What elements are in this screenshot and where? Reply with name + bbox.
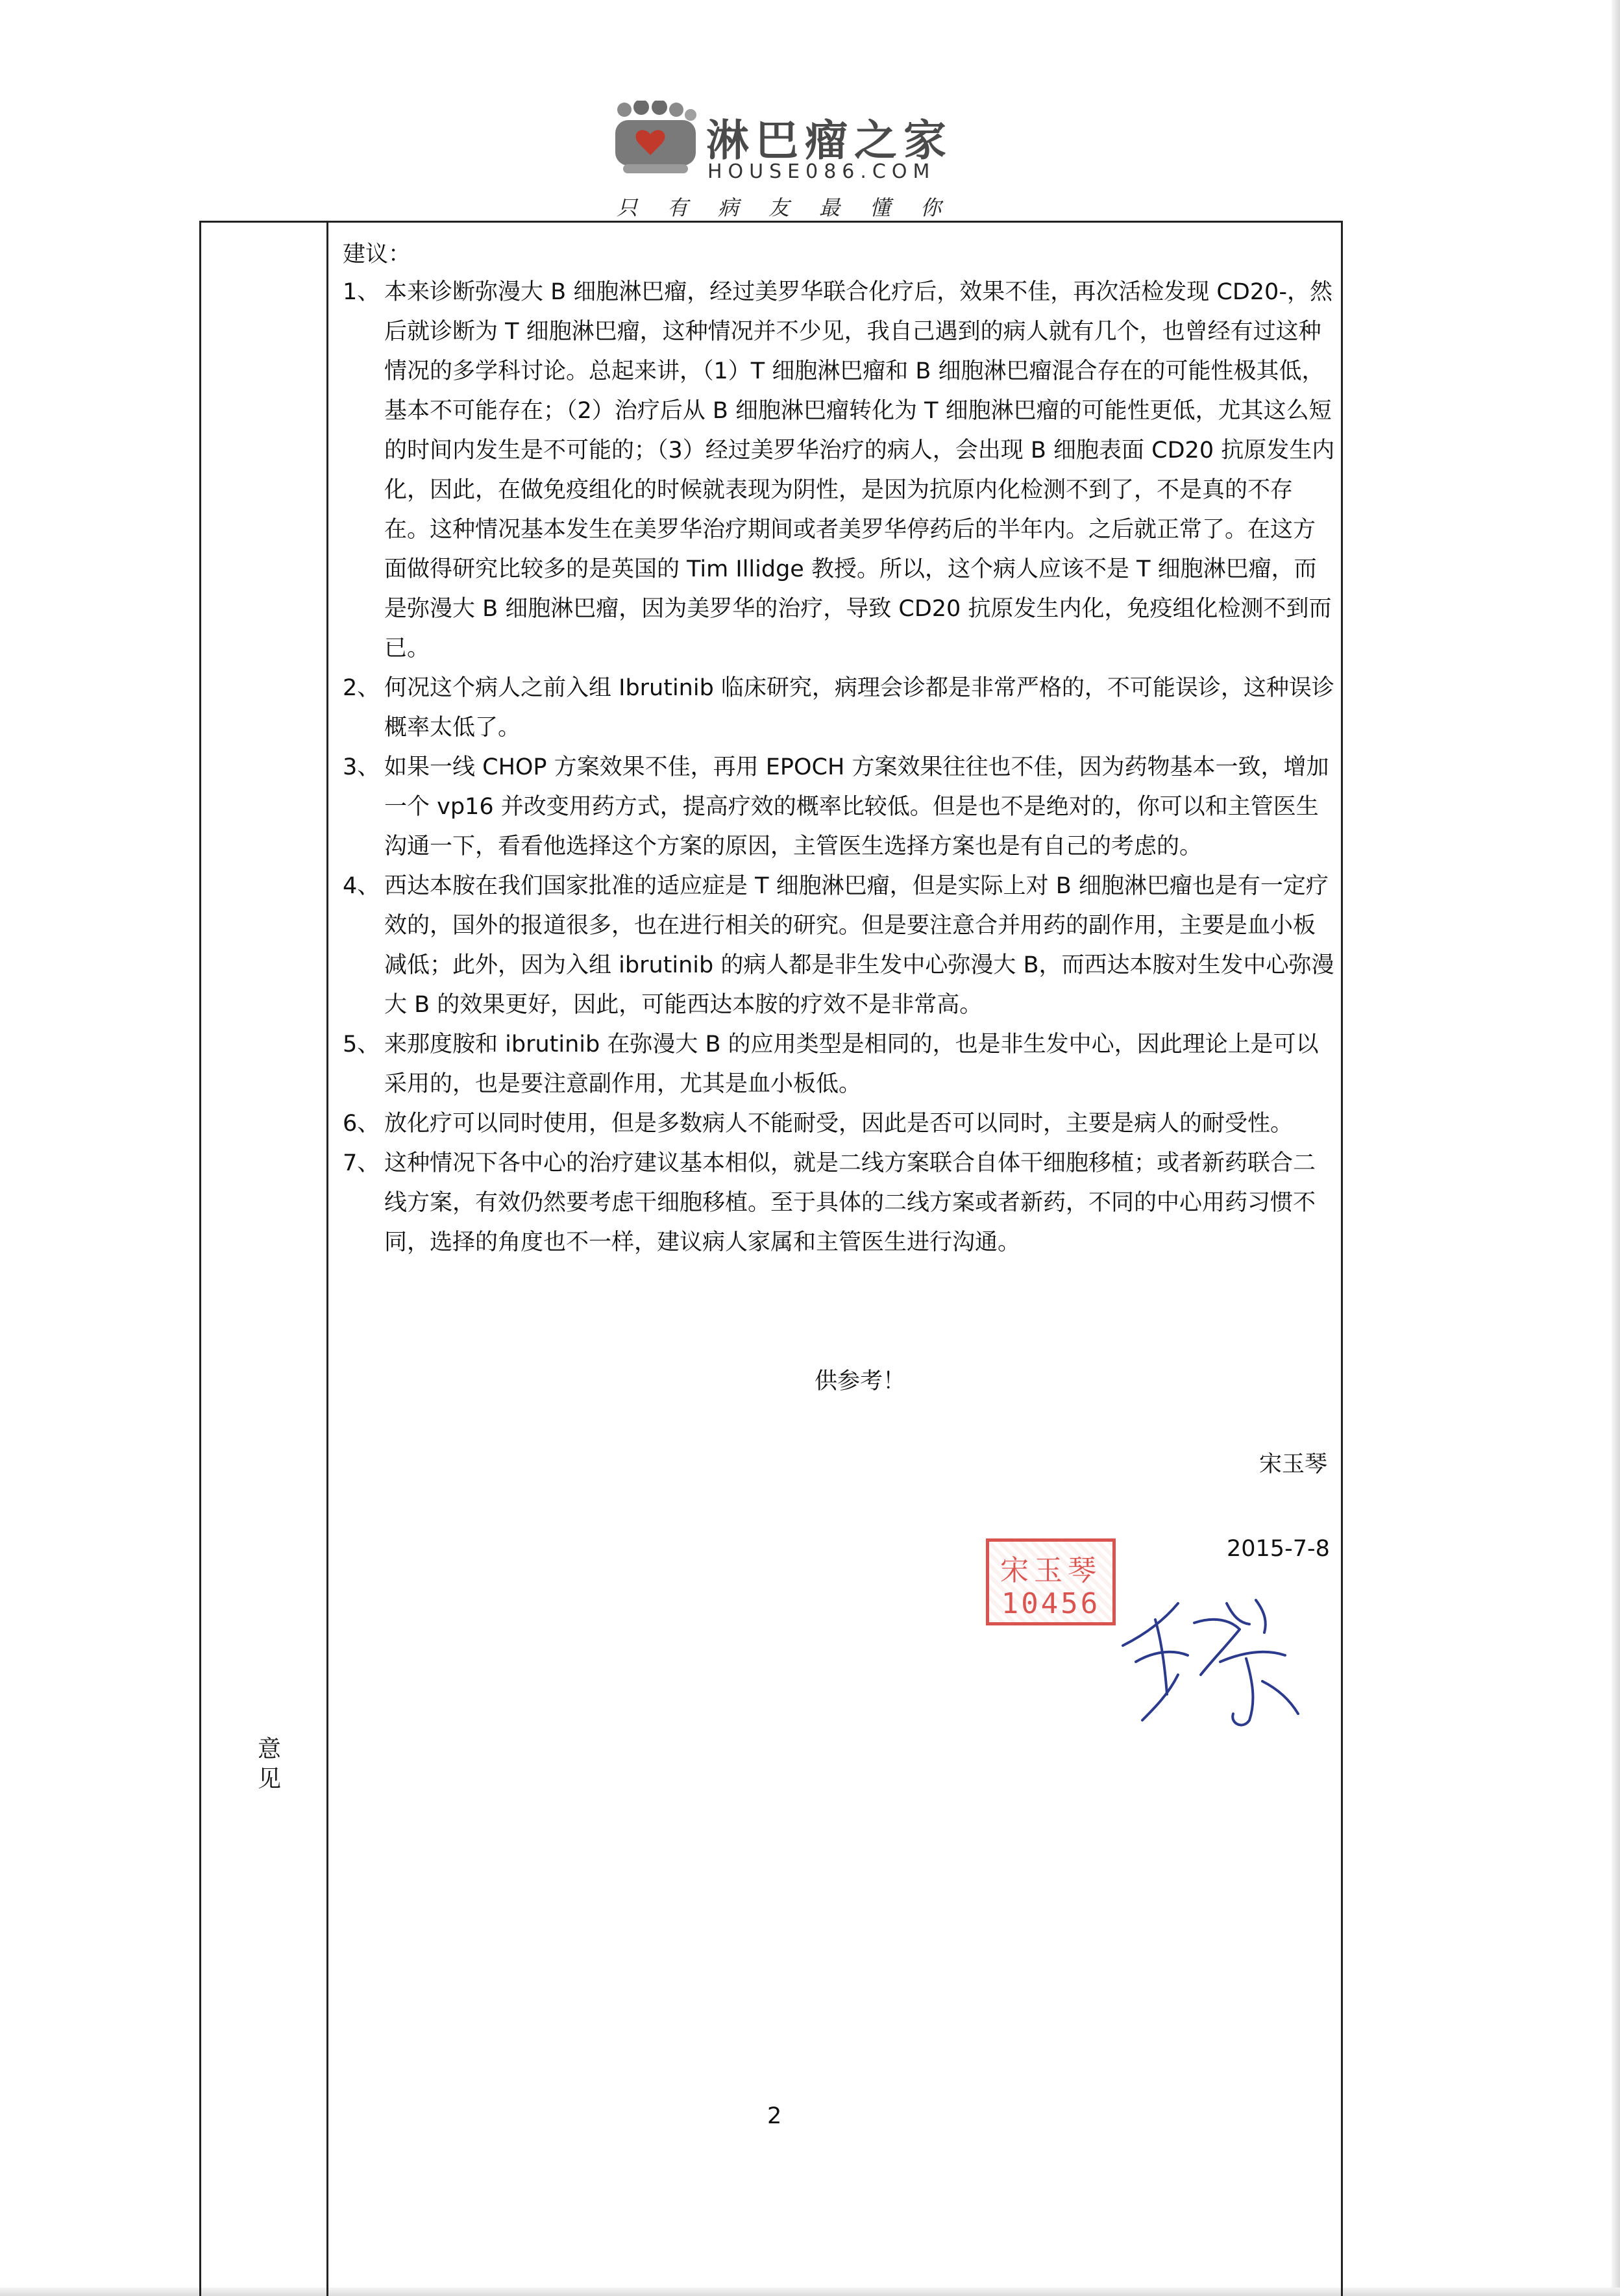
list-item-number: 2、 xyxy=(343,675,380,701)
list-item-text: 这种情况下各中心的治疗建议基本相似，就是二线方案联合自体干细胞移植；或者新药联合二线方案，有效仍然要考虑干细胞移植。至于具体的二线方案或者新药，不同的中心用药习惯不同，选择的角度也不一样，建议病人家属和主管医生进行沟通。 xyxy=(384,1150,1316,1255)
site-logo xyxy=(610,101,972,221)
stamp-id: 10456 xyxy=(1001,1587,1101,1620)
list-item-text: 放化疗可以同时使用，但是多数病人不能耐受，因此是否可以同时，主要是病人的耐受性。 xyxy=(384,1111,1294,1137)
list-item-number: 3、 xyxy=(343,754,380,780)
closing-remark: 供参考！ xyxy=(815,1368,906,1394)
frame-left-border xyxy=(199,221,201,2296)
list-item xyxy=(343,1025,1336,1104)
opinion-label: 意见 xyxy=(257,1736,281,1792)
stamp-name: 宋玉琴 xyxy=(1000,1554,1101,1587)
list-item-number: 7、 xyxy=(343,1150,380,1176)
list-item xyxy=(343,748,1336,867)
advice-heading: 建议： xyxy=(343,241,411,267)
list-item-text: 何况这个病人之前入组 Ibrutinib 临床研究，病理会诊都是非常严格的，不可能误诊，这种误诊概率太低了。 xyxy=(384,675,1334,741)
scan-edge xyxy=(0,2288,1620,2296)
list-item-text: 本来诊断弥漫大 B 细胞淋巴瘤，经过美罗华联合化疗后，效果不佳，再次活检发现 CD20-，然后就诊断为 T 细胞淋巴瘤，这种情况并不少见，我自己遇到的病人就有几个，也曾经有过这种情况的多学科讨论。总起来讲，（1）T 细胞淋巴瘤和 B 细胞淋巴瘤混合存在的可能性极其低，基本不可能存在；（2）治疗后从 B 细胞淋巴瘤转化为 T 细胞淋巴瘤的可能性更低，尤其这么短的时间内发生是不可能的；（3）经过美罗华治疗的病人，会出现 B 细胞表面 CD20 抗原发生内化，因此，在做免疫组化的时候就表现为阴性，是因为抗原内化检测不到了，不是真的不存在。这种情况基本发生在美罗华治疗期间或者美罗华停药后的半年内。之后就正常了。在这方面做得研究比较多的是英国的 Tim Illidge 教授。所以，这个病人应该不是 T 细胞淋巴瘤，而是弥漫大 B 细胞淋巴瘤，因为美罗华的治疗，导致 CD20 抗原发生内化，免疫组化检测不到而已。 xyxy=(384,279,1335,661)
list-item-text: 西达本胺在我们国家批准的适应症是 T 细胞淋巴瘤，但是实际上对 B 细胞淋巴瘤也是有一定疗效的，国外的报道很多，也在进行相关的研究。但是要注意合并用药的副作用，主要是血小板减低；此外，因为入组 ibrutinib 的病人都是非生发中心弥漫大 B，而西达本胺对生发中心弥漫大 B 的效果更好，因此，可能西达本胺的疗效不是非常高。 xyxy=(384,873,1334,1018)
list-item xyxy=(343,1144,1336,1263)
brand-name: 淋巴瘤之家 xyxy=(706,116,953,166)
list-item xyxy=(343,669,1336,748)
document-date: 2015-7-8 xyxy=(1227,1536,1330,1562)
list-item-number: 1、 xyxy=(343,279,380,305)
list-item-number: 4、 xyxy=(343,873,380,899)
brand-slogan: 只有病友最懂你 xyxy=(617,195,972,220)
frame-top-rule xyxy=(199,221,1343,223)
list-item xyxy=(343,273,1336,669)
brand-domain: HOUSE086.COM xyxy=(707,160,936,183)
handwritten-signature xyxy=(1116,1584,1311,1740)
list-item xyxy=(343,1104,1336,1144)
frame-divider xyxy=(326,221,328,2296)
advice-content xyxy=(343,235,1336,1263)
list-item-number: 5、 xyxy=(343,1031,380,1057)
list-item-text: 如果一线 CHOP 方案效果不佳，再用 EPOCH 方案效果往往也不佳，因为药物基本一致，增加一个 vp16 并改变用药方式，提高疗效的概率比较低。但是也不是绝对的，你可以和主管医生沟通一下，看看他选择这个方案的原因，主管医生选择方案也是有自己的考虑的。 xyxy=(384,754,1329,859)
seal-stamp xyxy=(986,1538,1116,1625)
author-name: 宋玉琴 xyxy=(1259,1451,1328,1477)
family-heart-icon xyxy=(610,101,701,185)
scan-edge xyxy=(1612,0,1620,2296)
list-item-number: 6、 xyxy=(343,1111,380,1137)
list-item xyxy=(343,867,1336,1025)
page-number: 2 xyxy=(767,2103,782,2129)
frame-right-border xyxy=(1341,221,1343,2296)
list-item-text: 来那度胺和 ibrutinib 在弥漫大 B 的应用类型是相同的，也是非生发中心，因此理论上是可以采用的，也是要注意副作用，尤其是血小板低。 xyxy=(384,1031,1319,1097)
